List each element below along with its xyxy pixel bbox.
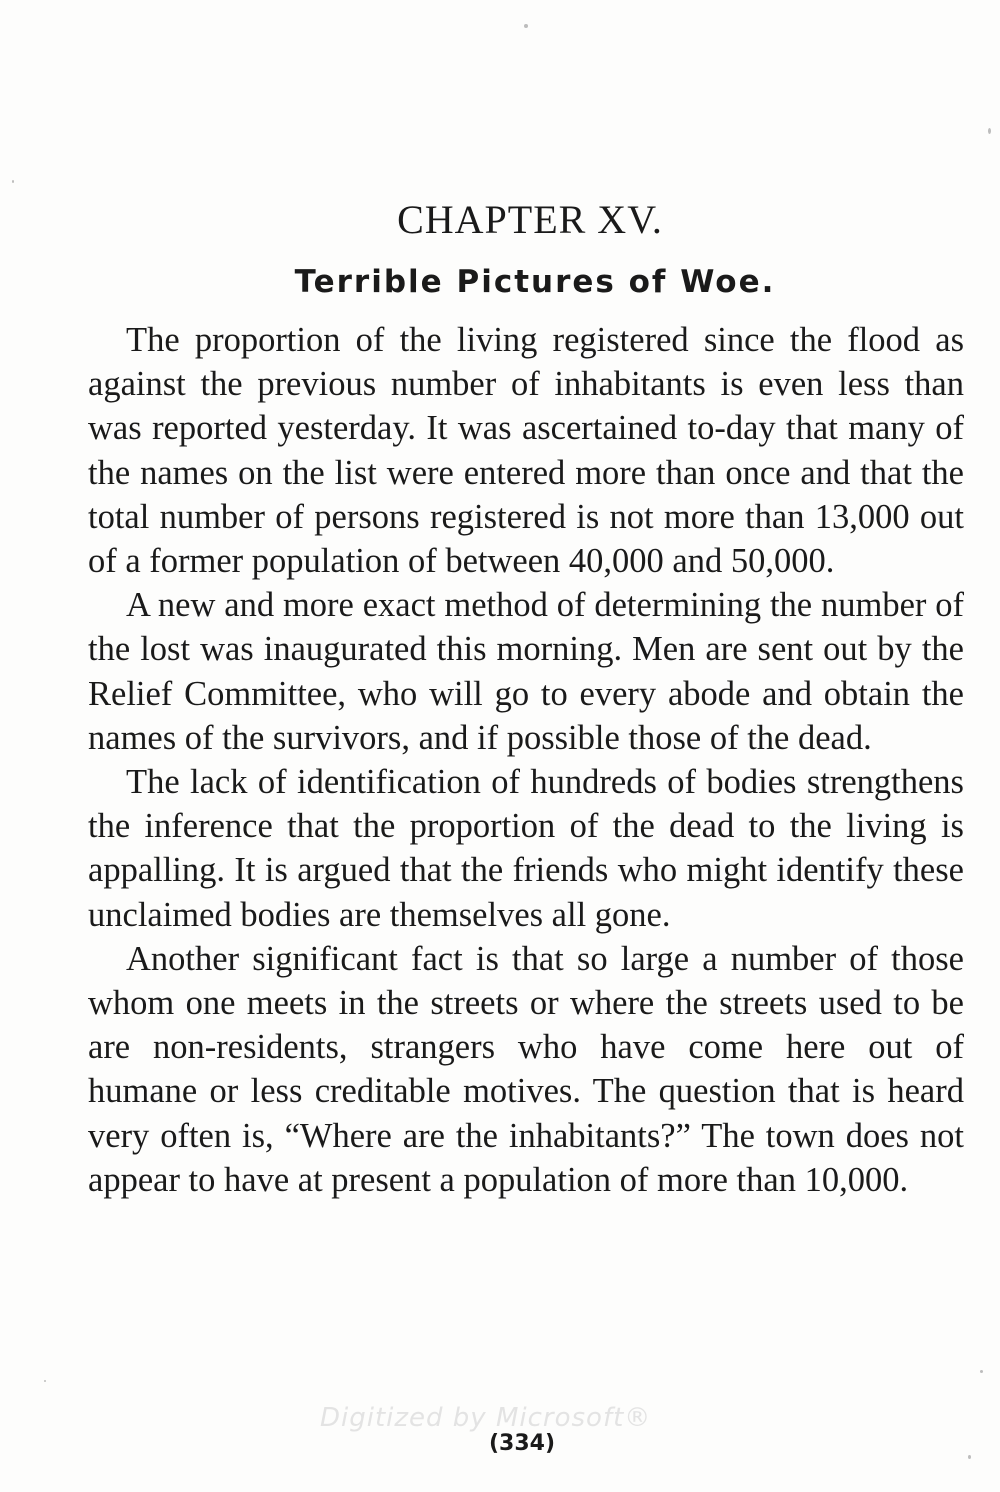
paragraph-2: A new and more exact method of determining the number of the lost was inaugurated this morning. Men are sent out by the Relief Committee, who will go to every abode and obtain the names of the survivors, and if possible those of the dead. bbox=[88, 586, 964, 757]
scan-speck bbox=[12, 180, 14, 183]
chapter-title: Terrible Pictures of Woe. bbox=[294, 264, 776, 300]
paragraph-4: Another significant fact is that so large a number of those whom one meets in the streets or where the streets used to be are non-residents, strangers who have come here out of humane or less creditable motives. The question that is heard very often is, “Where are the inhabitants?” The town does not appear to have at present a population of more than 10,000. bbox=[88, 939, 964, 1199]
scan-speck bbox=[524, 24, 528, 28]
page-number: (334) bbox=[488, 1431, 556, 1456]
paragraph-3: The lack of identification of hundreds of bodies strengthens the inference that the proportion of the dead to the living is appalling. It is argued that the friends who might identify these unclaimed bodies are themselves all gone. bbox=[88, 763, 964, 934]
scan-speck bbox=[968, 1455, 971, 1459]
body-text bbox=[88, 318, 964, 1202]
scan-speck bbox=[988, 128, 991, 134]
scan-speck bbox=[980, 1370, 983, 1373]
digitization-watermark: Digitized by Microsoft® bbox=[320, 1403, 652, 1433]
paragraph-1: The proportion of the living registered since the flood as against the previous number of inhabitants is even less than was reported yesterday. It was ascertained to-day that many of the names on the list were entered more than once and that the total number of persons registered is not more than 13,000 out of a former population of between 40,000 and 50,000. bbox=[88, 321, 964, 581]
scan-speck bbox=[44, 1380, 46, 1382]
chapter-number: CHAPTER XV. bbox=[397, 197, 663, 242]
